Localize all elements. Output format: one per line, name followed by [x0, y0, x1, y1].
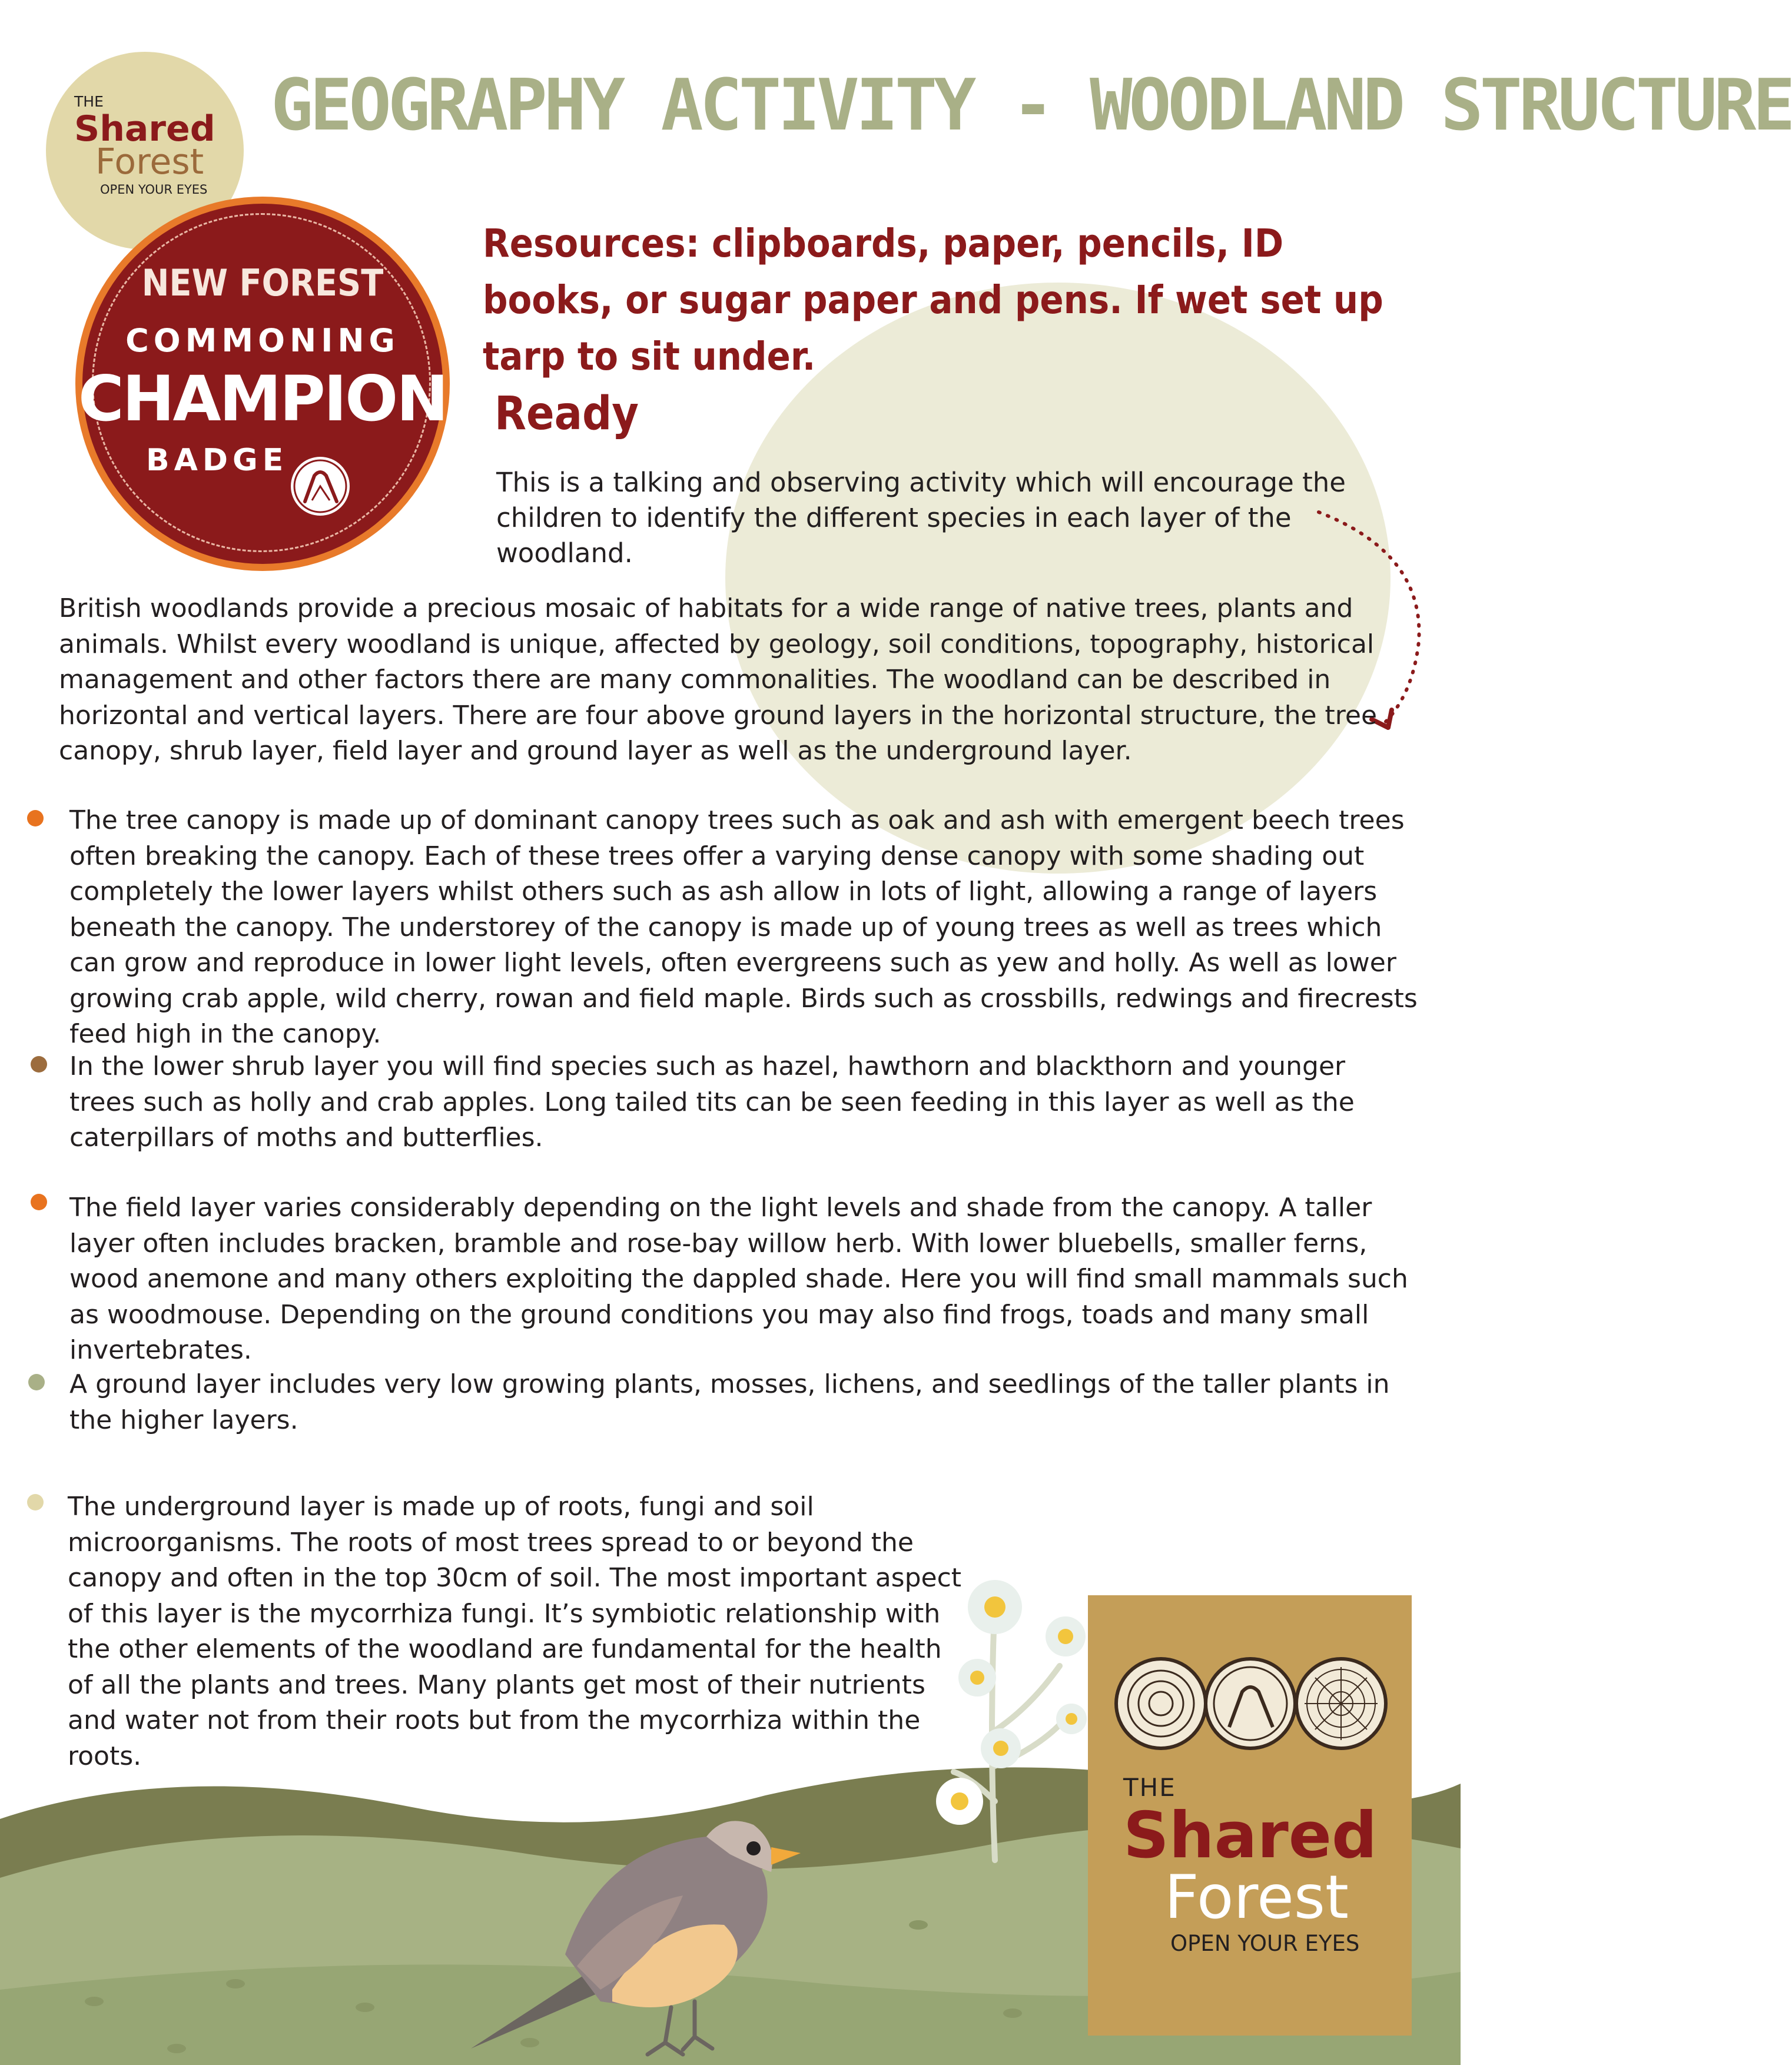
ready-text: This is a talking and observing activity which will encourage the children to identify the different species in each layer of the woodland. [496, 467, 1346, 569]
ready-heading: Ready [495, 387, 639, 440]
daisy-flowers-illustration [901, 1554, 1101, 1860]
bullet-dot-ground [28, 1374, 45, 1390]
badge-line-1: NEW FOREST [141, 261, 384, 304]
commoning-champion-badge [75, 197, 450, 571]
layer-ground-text: A ground layer includes very low growing plants, mosses, lichens, and seedlings of the taller plants in the higher layers. [69, 1369, 1390, 1435]
layer-canopy-text: The tree canopy is made up of dominant canopy trees such as oak and ash with emergent beech trees often breaking the canopy. Each of these trees offer a varying dense canopy with some shading out completely the lower layers whilst others such as ash allow in lots of light, allowing a range of layers beneath the canopy. The understorey of the canopy is made up of young trees as well as trees which can grow and reproduce in lower light levels, often evergreens such as yew and holly. As well as lower growing crab apple, wild cherry, rowan and field maple. Birds such as crossbills, redwings and firecrests feed high in the canopy. [69, 805, 1418, 1049]
layer-field-text: The field layer varies considerably depending on the light levels and shade from the canopy. A taller layer often includes bracken, bramble and rose-bay willow herb. With lower bluebells, smaller ferns, wood anemone and many others exploiting the dappled shade. Here you will find small mammals such as woodmouse. Depending on the ground conditions you may also find frogs, toads and many small invertebrates. [69, 1193, 1408, 1365]
bullet-dot-shrub [31, 1056, 47, 1073]
bullet-dot-underground [27, 1494, 44, 1510]
logo-forest: Forest [95, 141, 204, 182]
badge-line-4: BADGE [146, 443, 288, 478]
logo-shared: Shared [74, 108, 215, 150]
layer-shrub-text: In the lower shrub layer you will find species such as hazel, hawthorn and blackthorn and younger trees such as holly and crab apples. Long tailed tits can be seen feeding in this layer as well as the caterpillars of moths and butterflies. [69, 1051, 1355, 1153]
intro-paragraph: British woodlands provide a precious mosaic of habitats for a wide range of native trees, plants and animals. Whilst every woodland is unique, affected by geology, soil conditions, topography, historical management and other factors there are many commonalities. The woodland can be described in horizontal and vertical layers. There are four above ground layers in the horizontal structure, the tree canopy, shrub layer, field layer and ground layer as well as the underground layer. [59, 593, 1378, 766]
logo-the: THE [74, 93, 104, 110]
shared-forest-footer-logo [1088, 1595, 1412, 2036]
page-title: GEOGRAPHY ACTIVITY - WOODLAND STRUCTURE [271, 65, 1792, 147]
footer-logo-tagline: OPEN YOUR EYES [1170, 1931, 1360, 1956]
bullet-dot-canopy [27, 810, 44, 826]
logo-tagline: OPEN YOUR EYES [100, 182, 208, 197]
tree-rings-icon [1114, 1656, 1387, 1751]
resources-text: Resources: clipboards, paper, pencils, ID books, or sugar paper and pens. If wet set up tarp to sit under. [483, 221, 1383, 379]
horseshoe-icon [287, 453, 353, 519]
footer-logo-forest: Forest [1164, 1863, 1349, 1933]
footer-logo-the: THE [1123, 1773, 1176, 1802]
badge-line-2: COMMONING [125, 322, 400, 359]
bullet-dot-field [31, 1194, 47, 1210]
bird-illustration [447, 1778, 812, 2065]
footer-logo-shared: Shared [1123, 1799, 1378, 1873]
badge-line-3: CHAMPION [78, 363, 447, 435]
layer-underground-text: The underground layer is made up of roots, fungi and soil microorganisms. The roots of most trees spread to or beyond the canopy and often in the top 30cm of soil. The most important aspect of this layer is the mycorrhiza fungi. It’s symbiotic relationship with the other elements of the woodland are fundamental for the health of all the plants and trees. Many plants get most of their nutrients and water not from their roots but from the mycorrhiza within the roots. [68, 1492, 962, 1771]
